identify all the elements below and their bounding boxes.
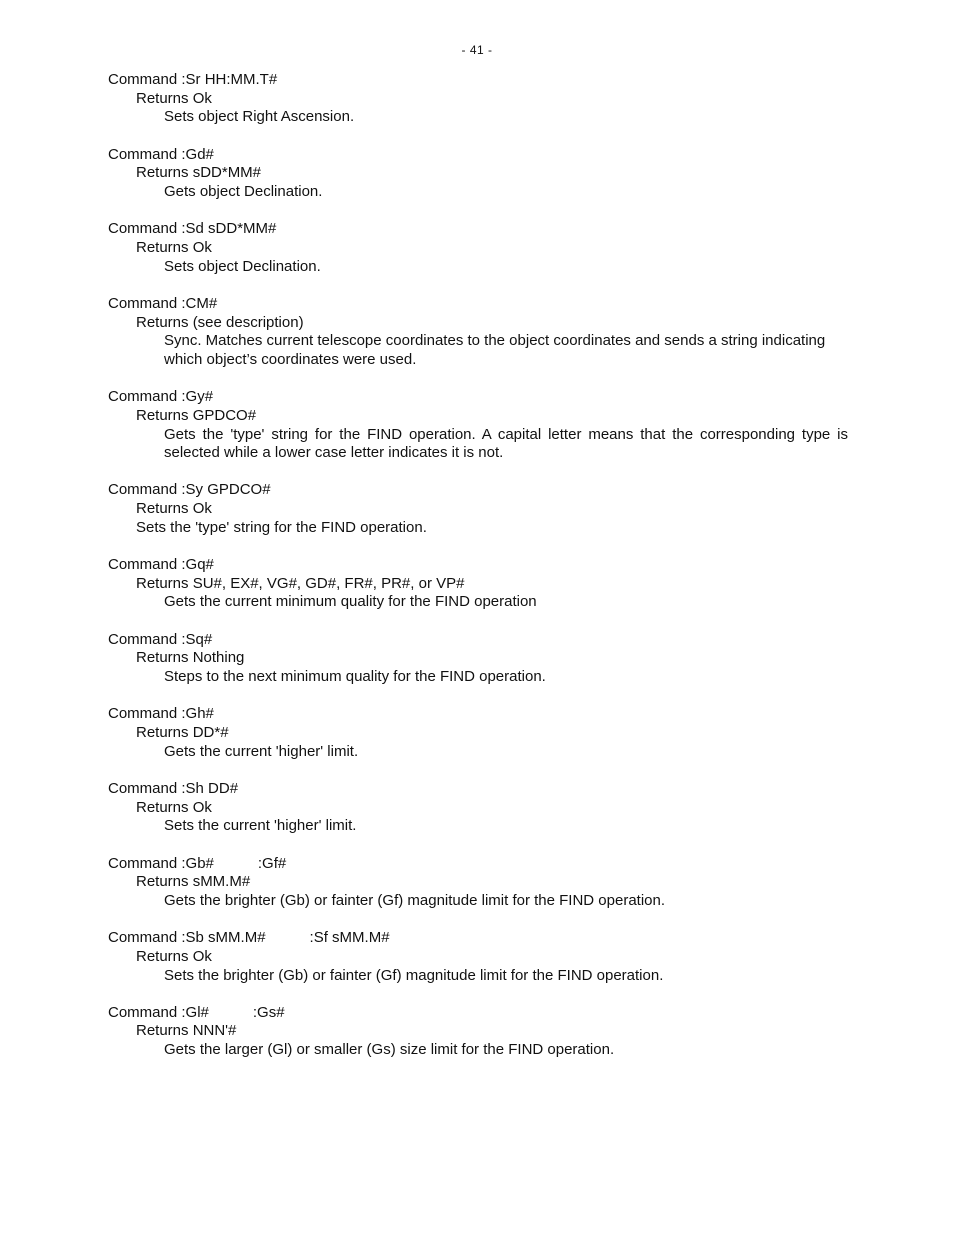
command-primary: Command :Gb# xyxy=(108,854,214,872)
command-entry-gq xyxy=(108,556,848,612)
description-line: Gets the current 'higher' limit. xyxy=(164,742,359,760)
returns-line: Returns Nothing xyxy=(136,649,245,667)
command-line: Command :Gy# xyxy=(108,388,214,406)
returns-line: Returns sDD*MM# xyxy=(136,164,262,182)
description-line: Gets the brighter (Gb) or fainter (Gf) magnitude limit for the FIND operation. xyxy=(164,891,666,909)
command-entry-gh xyxy=(108,705,848,761)
command-entry-sh xyxy=(108,780,848,836)
command-primary: Command :Gl# xyxy=(108,1003,209,1021)
returns-line: Returns Ok xyxy=(136,500,212,518)
command-entry-sd xyxy=(108,220,848,276)
command-entry-sb-sf xyxy=(108,929,848,985)
description-line: Sets the 'type' string for the FIND operation. xyxy=(136,518,427,536)
returns-line: Returns NNN'# xyxy=(136,1022,237,1040)
returns-line: Returns Ok xyxy=(136,798,212,816)
command-entry-gl-gs xyxy=(108,1004,848,1060)
command-entry-cm xyxy=(108,295,848,370)
command-list xyxy=(108,71,848,1078)
description-line: Gets the current minimum quality for the FIND operation xyxy=(164,593,537,611)
command-line: Command :Sq# xyxy=(108,630,213,648)
command-line: Command :Sy GPDCO# xyxy=(108,481,271,499)
page-number: - 41 - xyxy=(461,43,493,57)
command-line: Command :Sh DD# xyxy=(108,779,239,797)
returns-line: Returns GPDCO# xyxy=(136,406,257,424)
command-entry-sy xyxy=(108,481,848,537)
description-line: Gets object Declination. xyxy=(164,183,323,201)
command-line xyxy=(108,929,848,948)
command-alternate: :Gf# xyxy=(257,854,287,872)
command-line: Command :Gq# xyxy=(108,556,214,574)
command-line: Command :Sr HH:MM.T# xyxy=(108,71,278,88)
command-primary: Command :Sb sMM.M# xyxy=(108,929,266,947)
description-paragraph: Sync. Matches current telescope coordinates to the object coordinates and sends a string indicating which object’s coordinates were used. xyxy=(164,332,826,368)
returns-line: Returns DD*# xyxy=(136,723,229,741)
command-line xyxy=(108,855,848,874)
returns-line: Returns Ok xyxy=(136,238,212,256)
command-entry-gb-gf xyxy=(108,855,848,911)
description-line: Gets the larger (Gl) or smaller (Gs) size limit for the FIND operation. xyxy=(164,1041,615,1059)
description-line: Sets the current 'higher' limit. xyxy=(164,817,357,835)
command-alternate: :Sf sMM.M# xyxy=(309,929,390,947)
command-line xyxy=(108,1004,848,1023)
command-line: Command :Gd# xyxy=(108,145,214,163)
command-alternate: :Gs# xyxy=(252,1003,285,1021)
description-paragraph: Gets the 'type' string for the FIND operation. A capital letter means that the corresponding type is selected while a lower case letter indicates it is not. xyxy=(164,425,848,462)
command-line: Command :Gh# xyxy=(108,705,214,723)
description-line: Sets object Right Ascension. xyxy=(164,108,355,126)
description-line: Sets the brighter (Gb) or fainter (Gf) magnitude limit for the FIND operation. xyxy=(164,966,664,984)
returns-line: Returns sMM.M# xyxy=(136,873,251,891)
command-entry-gd xyxy=(108,146,848,202)
description-line: Steps to the next minimum quality for the FIND operation. xyxy=(164,668,546,686)
command-entry-sr xyxy=(108,71,848,127)
returns-line: Returns SU#, EX#, VG#, GD#, FR#, PR#, or VP# xyxy=(136,574,465,592)
returns-line: Returns (see description) xyxy=(136,313,304,331)
command-line: Command :Sd sDD*MM# xyxy=(108,220,277,238)
command-entry-gy xyxy=(108,388,848,463)
returns-line: Returns Ok xyxy=(136,89,212,107)
description-line: Sets object Declination. xyxy=(164,257,321,275)
command-entry-sq xyxy=(108,631,848,687)
command-line: Command :CM# xyxy=(108,294,218,312)
returns-line: Returns Ok xyxy=(136,947,212,965)
